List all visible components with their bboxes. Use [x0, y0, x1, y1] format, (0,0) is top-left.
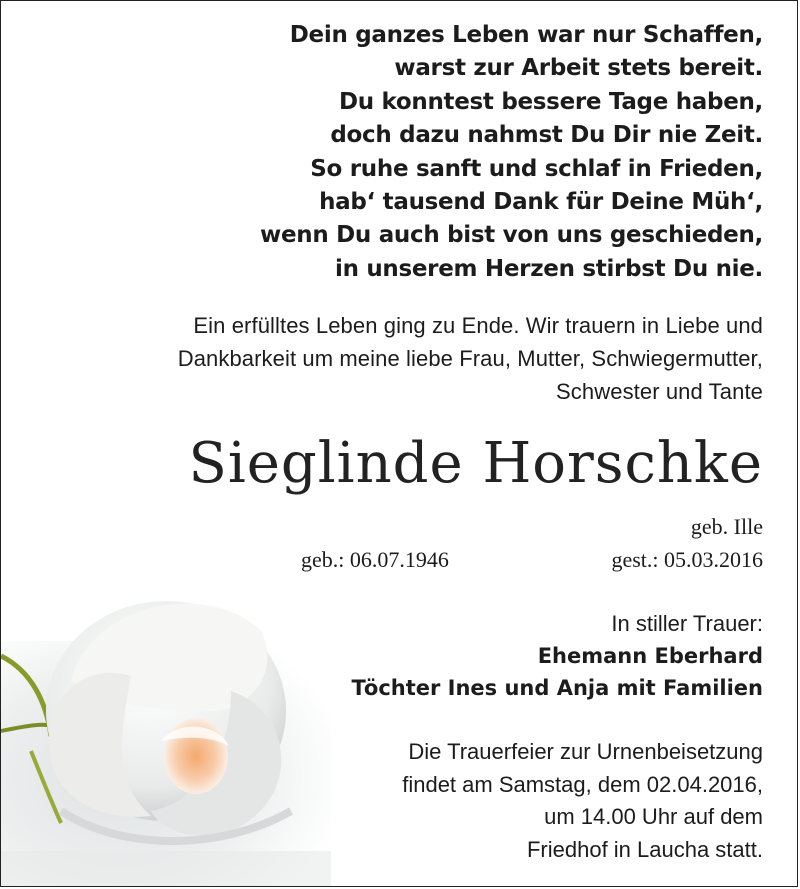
funeral-info: [402, 736, 763, 866]
poem-line: Dein ganzes Leben war nur Schaffen,: [289, 22, 763, 48]
birth-date: geb.: 06.07.1946: [301, 547, 449, 572]
mourner-line: Töchter Ines und Anja mit Familien: [351, 676, 763, 700]
intro-line: Ein erfülltes Leben ging zu Ende. Wir trauern in Liebe und: [193, 313, 763, 338]
intro-text: [43, 309, 763, 408]
maiden-name: geb. Ille: [690, 514, 763, 539]
poem-line: So ruhe sanft und schlaf in Frieden,: [310, 155, 763, 182]
funeral-line: um 14.00 Uhr auf dem: [544, 804, 763, 829]
mourners-heading: In stiller Trauer:: [611, 611, 763, 636]
poem: [143, 19, 763, 286]
white-rose-icon: [1, 561, 331, 887]
poem-line: in unserem Herzen stirbst Du nie.: [334, 255, 763, 282]
deceased-name: Sieglinde Horschke: [188, 431, 763, 496]
poem-line: doch dazu nahmst Du Dir nie Zeit.: [330, 122, 763, 149]
poem-line: wenn Du auch bist von uns geschieden,: [260, 222, 763, 249]
death-date: gest.: 05.03.2016: [611, 547, 763, 572]
funeral-line: findet am Samstag, dem 02.04.2016,: [402, 771, 763, 797]
mourners: [352, 608, 763, 704]
mourner-line: Ehemann Eberhard: [537, 644, 763, 668]
intro-line: Dankbarkeit um meine liebe Frau, Mutter, Schwiegermutter,: [177, 346, 763, 371]
poem-line: hab‘ tausend Dank für Deine Müh‘,: [319, 189, 763, 216]
poem-line: warst zur Arbeit stets bereit.: [394, 55, 763, 82]
intro-line: Schwester und Tante: [556, 379, 763, 404]
funeral-line: Die Trauerfeier zur Urnenbeisetzung: [408, 739, 763, 764]
funeral-line: Friedhof in Laucha statt.: [526, 836, 763, 862]
poem-line: Du konntest bessere Tage haben,: [338, 88, 763, 115]
